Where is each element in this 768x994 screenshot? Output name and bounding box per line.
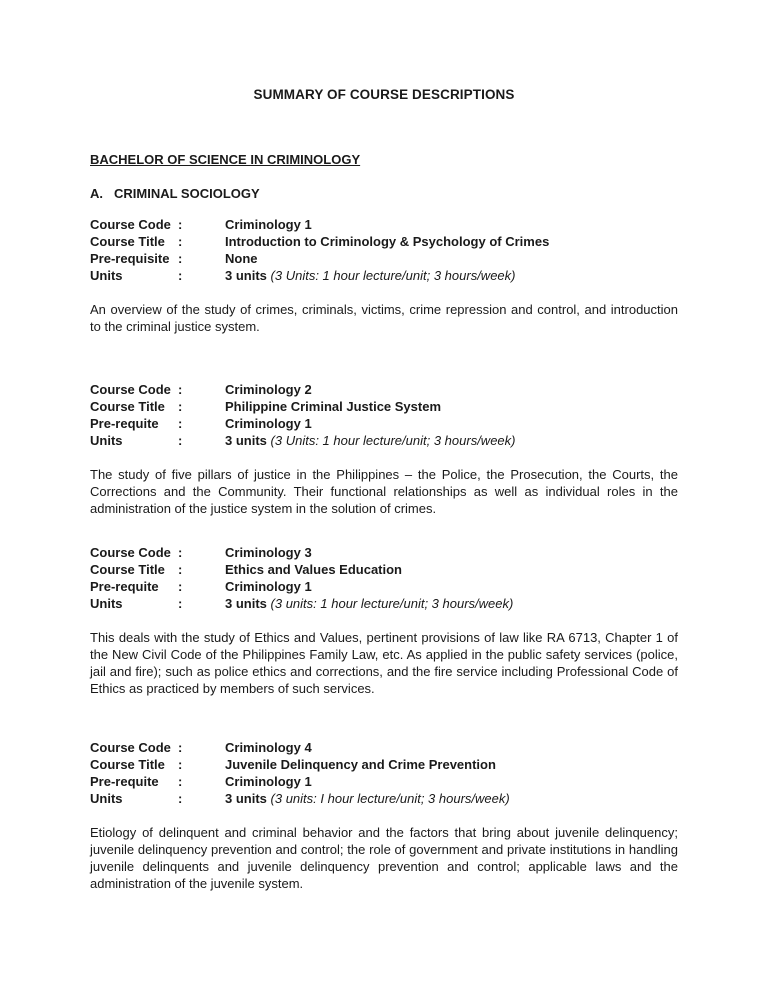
colon-separator: : [178,774,183,789]
course-field-row [90,415,678,432]
units-count: 3 units [225,791,267,806]
colon-separator: : [178,596,183,611]
course-field-row [90,250,678,267]
field-label: Units [90,791,123,806]
field-label: Pre-requite [90,579,159,594]
field-value: Philippine Criminal Justice System [225,399,442,414]
course-description: An overview of the study of crimes, criminals, victims, crime repression and control, and introduction to the criminal justice system. [90,302,678,334]
field-label: Units [90,268,123,283]
colon-separator: : [178,433,183,448]
field-label: Pre-requisite [90,251,170,266]
section-heading [90,185,678,202]
course-field-row [90,773,678,790]
field-label: Pre-requite [90,416,159,431]
units-note: (3 Units: 1 hour lecture/unit; 3 hours/week) [270,268,516,283]
colon-separator: : [178,579,183,594]
course-field-row [90,398,678,415]
field-label: Course Code [90,545,171,560]
units-value [225,595,678,612]
field-value: Introduction to Criminology & Psychology of Crimes [225,234,550,249]
course-field-row [90,432,678,449]
field-value: Juvenile Delinquency and Crime Prevention [225,757,496,772]
document-title: SUMMARY OF COURSE DESCRIPTIONS [253,87,515,102]
course-block-criminology-4 [90,739,678,892]
units-note: (3 units: 1 hour lecture/unit; 3 hours/week) [270,596,514,611]
field-value: Criminology 1 [225,579,312,594]
course-field-row [90,233,678,250]
units-count: 3 units [225,268,267,283]
program-heading: BACHELOR OF SCIENCE IN CRIMINOLOGY [90,152,361,167]
course-field-row [90,267,678,284]
colon-separator: : [178,217,183,232]
field-label: Units [90,433,123,448]
units-value [225,790,678,807]
field-value: Ethics and Values Education [225,562,402,577]
course-field-row [90,561,678,578]
colon-separator: : [178,382,183,397]
colon-separator: : [178,740,183,755]
course-field-row [90,381,678,398]
field-value: Criminology 4 [225,740,312,755]
units-count: 3 units [225,433,267,448]
course-description: This deals with the study of Ethics and Values, pertinent provisions of law like RA 6713, Chapter 1 of the New Civil Code of the Philippines Family Law, etc. As applied in the public safety services (police, jail and fire); such as police ethics and corrections, and the fire service including Professional Code of Ethics as practiced by members of such services. [90,630,678,696]
colon-separator: : [178,268,183,283]
field-label: Course Code [90,740,171,755]
course-block-criminology-1 [90,216,678,335]
field-value: None [225,251,258,266]
field-label: Course Title [90,757,165,772]
course-description: The study of five pillars of justice in the Philippines – the Police, the Prosecution, the Courts, the Corrections and the Community. Their functional relationships as well as individual roles in the administration of the justice system in the solution of crimes. [90,467,678,516]
section-title: CRIMINAL SOCIOLOGY [114,186,260,201]
course-block-criminology-2 [90,381,678,517]
field-label: Course Code [90,382,171,397]
colon-separator: : [178,251,183,266]
units-value [225,267,678,284]
section-letter: A. [90,186,103,201]
course-field-row [90,790,678,807]
units-note: (3 Units: 1 hour lecture/unit; 3 hours/week) [270,433,516,448]
field-value: Criminology 2 [225,382,312,397]
field-label: Course Code [90,217,171,232]
course-field-row [90,216,678,233]
field-label: Course Title [90,399,165,414]
course-description: Etiology of delinquent and criminal behavior and the factors that bring about juvenile delinquency; juvenile delinquency prevention and control; the role of government and private institutions in handling juvenile delinquents and juvenile delinquency prevention and control; applicable laws and the administration of the juvenile system. [90,825,678,891]
colon-separator: : [178,399,183,414]
units-value [225,432,678,449]
field-value: Criminology 1 [225,217,312,232]
colon-separator: : [178,416,183,431]
course-field-row [90,595,678,612]
colon-separator: : [178,757,183,772]
units-count: 3 units [225,596,267,611]
units-note: (3 units: I hour lecture/unit; 3 hours/week) [270,791,510,806]
course-block-criminology-3 [90,544,678,697]
colon-separator: : [178,234,183,249]
field-label: Units [90,596,123,611]
field-label: Course Title [90,562,165,577]
field-value: Criminology 3 [225,545,312,560]
course-field-row [90,739,678,756]
colon-separator: : [178,791,183,806]
colon-separator: : [178,545,183,560]
field-value: Criminology 1 [225,416,312,431]
course-field-row [90,544,678,561]
field-value: Criminology 1 [225,774,312,789]
course-field-row [90,756,678,773]
field-label: Course Title [90,234,165,249]
field-label: Pre-requite [90,774,159,789]
colon-separator: : [178,562,183,577]
course-field-row [90,578,678,595]
